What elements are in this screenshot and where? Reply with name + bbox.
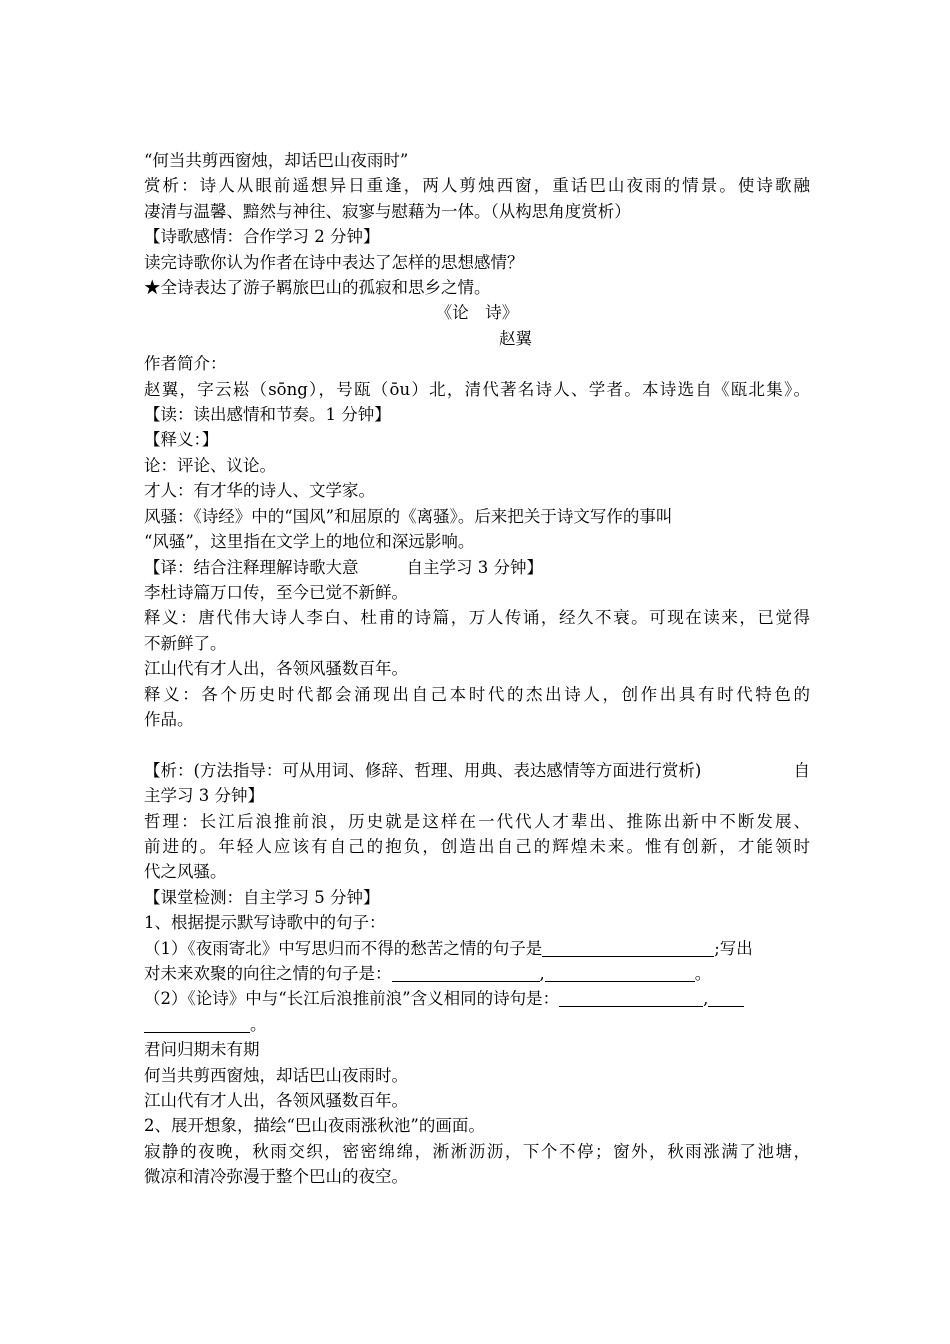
exercise-2-prompt: 2、展开想象，描绘“巴山夜雨涨秋池”的画面。 — [144, 1116, 485, 1136]
answer-blank-5b[interactable] — [144, 1013, 250, 1033]
meaning-1-line-2: 不新鲜了。 — [144, 633, 227, 653]
exercise-1-q2-line-1 — [144, 986, 810, 1011]
section-heading-translate — [144, 555, 810, 580]
answer-blank-3[interactable] — [545, 962, 695, 982]
exercise-2-answer-line-1: 寂静的夜晚，秋雨交织，密密绵绵，淅淅沥沥，下个不停；窗外，秋雨涨满了池塘， — [144, 1141, 810, 1161]
poem-title: 《论 诗》 — [435, 303, 519, 323]
exercise-1-q1-line-1 — [144, 936, 810, 961]
gloss-cairen: 才人：有才华的诗人、文学家。 — [144, 481, 375, 501]
author-intro-heading: 作者简介： — [144, 354, 227, 374]
quote-line: “何当共剪西窗烛，却话巴山夜雨时” — [144, 151, 409, 170]
meaning-2-line-1: 释义：各个历史时代都会涌现出自己本时代的杰出诗人，创作出具有时代特色的 — [144, 684, 810, 704]
q1-text: （1）《夜雨寄北》中写思归而不得的愁苦之情的句子是 — [144, 938, 543, 958]
q1-period: 。 — [694, 963, 712, 983]
q2-text: （2）《论诗》中与“长江后浪推前浪”含义相同的诗句是： — [144, 989, 560, 1009]
exercise-1-q1-line-2 — [144, 961, 810, 986]
section-heading-analyze — [144, 758, 810, 783]
poem-author: 赵翼 — [499, 328, 532, 348]
q1-line2-text: 对未来欢聚的向往之情的句子是： — [144, 963, 392, 983]
gloss-fengsao-1: 风骚：《诗经》中的“国风”和屈原的《离骚》。后来把关于诗文写作的事叫 — [144, 506, 673, 526]
exercise-1-q2-line-2 — [144, 1012, 810, 1037]
answer-blank-1[interactable] — [542, 937, 714, 957]
answer-emotion: ★全诗表达了游子羁旅巴山的孤寂和思乡之情。 — [144, 278, 491, 298]
gloss-fengsao-2: “风骚”，这里指在文学上的地位和深远影响。 — [144, 532, 475, 552]
translate-heading-right: 自主学习 3 分钟】 — [406, 557, 543, 577]
analyze-heading-left: 【析：(方法指导：可从用词、修辞、哲理、用典、表达感情等方面进行赏析) — [144, 760, 702, 780]
q1-comma: , — [539, 963, 545, 983]
analyze-heading-right: 自 — [793, 760, 810, 780]
q2-period: 。 — [250, 1014, 267, 1034]
appreciation-line-2: 凄清与温馨、黯然与神往、寂寥与慰藉为一体。（从构思角度赏析） — [144, 201, 631, 221]
answer-blank-4[interactable] — [559, 987, 703, 1007]
question-emotion: 读完诗歌你认为作者在诗中表达了怎样的思想感情？ — [144, 252, 524, 272]
gloss-lun: 论：评论、议论。 — [144, 455, 276, 475]
answer-line-1: 君问归期未有期 — [144, 1040, 260, 1060]
philosophy-line-1: 哲理：长江后浪推前浪，历史就是这样在一代代人才辈出、推陈出新中不断发展、 — [144, 811, 810, 831]
appreciation-line-1: 赏析：诗人从眼前遥想异日重逢，两人剪烛西窗，重话巴山夜雨的情景。使诗歌融 — [144, 176, 810, 196]
translate-heading-left: 【译：结合注释理解诗歌大意 — [144, 557, 359, 577]
q2-comma: , — [703, 989, 709, 1009]
author-intro-text: 赵翼，字云崧（sōng），号瓯（ōu）北，清代著名诗人、学者。本诗选自《瓯北集》。 — [144, 379, 810, 399]
poem-line-1: 李杜诗篇万口传，至今已觉不新鲜。 — [144, 582, 408, 602]
answer-blank-2[interactable] — [392, 962, 540, 982]
answer-line-2: 何当共剪西窗烛，却话巴山夜雨时。 — [144, 1065, 408, 1085]
section-heading-emotion: 【诗歌感情：合作学习 2 分钟】 — [144, 227, 380, 247]
philosophy-line-3: 代之风骚。 — [144, 862, 227, 882]
section-heading-explain: 【释义：】 — [144, 430, 219, 450]
document-page — [144, 148, 810, 1190]
meaning-2-line-2: 作品。 — [144, 709, 194, 729]
section-heading-check: 【课堂检测：自主学习 5 分钟】 — [144, 887, 380, 907]
poem-line-2: 江山代有才人出，各领风骚数百年。 — [144, 659, 408, 679]
analyze-heading-cont: 主学习 3 分钟】 — [144, 786, 264, 806]
answer-blank-5a[interactable] — [708, 987, 744, 1007]
philosophy-line-2: 前进的。年轻人应该有自己的抱负，创造出自己的辉煌未来。惟有创新，才能领时 — [144, 836, 810, 856]
exercise-2-answer-line-2: 微凉和清冷弥漫于整个巴山的夜空。 — [144, 1167, 408, 1187]
exercise-1-prompt: 1、根据提示默写诗歌中的句子： — [144, 913, 386, 933]
answer-line-3: 江山代有才人出，各领风骚数百年。 — [144, 1091, 408, 1111]
q1-text-end: ;写出 — [714, 938, 753, 958]
section-heading-read: 【读：读出感情和节奏。1 分钟】 — [144, 405, 391, 425]
meaning-1-line-1: 释义：唐代伟大诗人李白、杜甫的诗篇，万人传诵，经久不衰。可现在读来，已觉得 — [144, 608, 810, 628]
blank-line — [144, 732, 810, 757]
